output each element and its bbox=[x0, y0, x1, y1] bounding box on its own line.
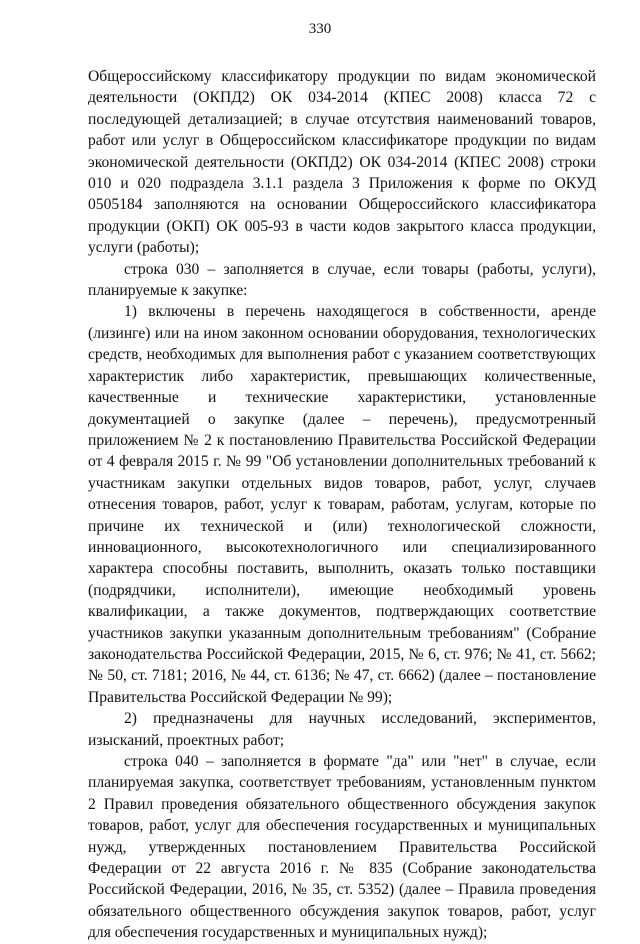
paragraph-4: 2) предназначены для научных исследований, экспериментов, изысканий, проектных работ; bbox=[88, 710, 596, 749]
body-text bbox=[88, 66, 596, 944]
paragraph-5: строка 040 – заполняется в формате "да" или "нет" в случае, если планируемая закупка, соответствует требованиям, установленным пунктом 2 Правил проведения обязательного общественного обсуждения закупок товаров, работ, услуг для обеспечения государственных и муниципальных нужд, утвержденных постановлением Правительства Российской Федерации от 22 августа 2016 г. № 835 (Собрание законодательства Российской Федерации, 2016, № 35, ст. 5352) (далее – Правила проведения обязательного общественного обсуждения закупок товаров, работ, услуг для обеспечения государственных и муниципальных нужд); bbox=[88, 753, 596, 942]
paragraph-3: 1) включены в перечень находящегося в собственности, аренде (лизинге) или на ином законном основании оборудования, технологических средств, необходимых для выполнения работ с указанием соответствующих характеристик либо характеристик, превышающих количественные, качественные и технические характеристики, установленные документацией о закупке (далее – перечень), предусмотренный приложением № 2 к постановлению Правительства Российской Федерации от 4 февраля 2015 г. № 99 "Об установлении дополнительных требований к участникам закупки отдельных видов товаров, работ, услуг, случаев отнесения товаров, работ, услуг к товарам, работам, услугам, которые по причине их технической и (или) технологической сложности, инновационного, высокотехнологичного или специализированного характера способны поставить, выполнить, оказать только поставщики (подрядчики, исполнители), имеющие необходимый уровень квалификации, а также документов, подтверждающих соответствие участников закупки указанным дополнительным требованиям" (Собрание законодательства Российской Федерации, 2015, № 6, ст. 976; № 41, ст. 5662; № 50, ст. 7181; 2016, № 44, ст. 6136; № 47, ст. 6662) (далее – постановление Правительства Российской Федерации № 99); bbox=[88, 303, 596, 706]
paragraph-1: Общероссийскому классификатору продукции по видам экономической деятельности (ОКПД2) ОК 034-2014 (КПЕС 2008) класса 72 с последующей детализацией; в случае отсутствия наименований товаров, работ или услуг в Общероссийском классификаторе продукции по видам экономической деятельности (ОКПД2) ОК 034-2014 (КПЕС 2008) строки 010 и 020 подраздела 3.1.1 раздела 3 Приложения к форме по ОКУД 0505184 заполняются на основании Общероссийского классификатора продукции (ОКП) ОК 005-93 в части кодов закрытого класса продукции, услуги (работы); bbox=[88, 68, 596, 257]
paragraph-2: строка 030 – заполняется в случае, если товары (работы, услуги), планируемые к закупке: bbox=[88, 260, 596, 300]
page-number: 330 bbox=[308, 21, 332, 37]
